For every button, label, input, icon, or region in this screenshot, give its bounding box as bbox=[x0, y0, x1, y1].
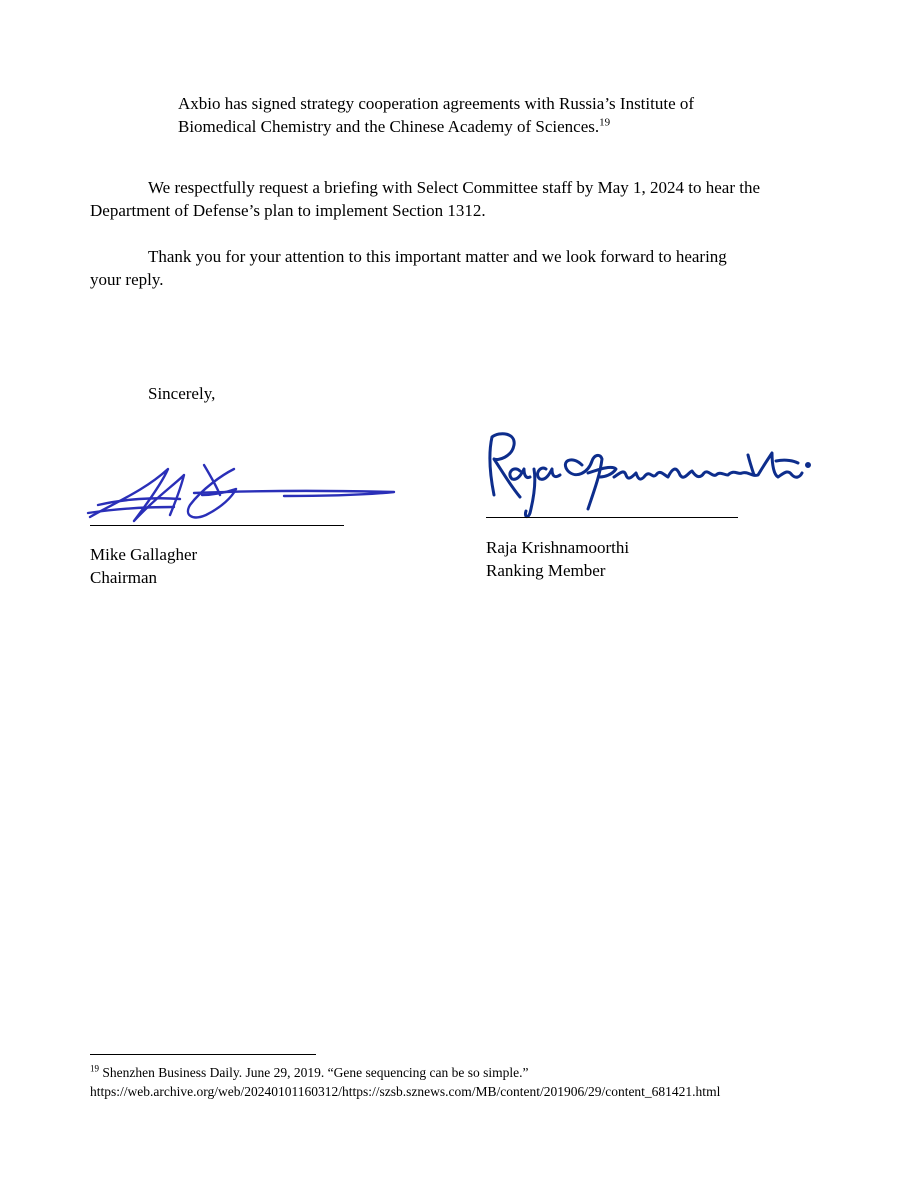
paragraph-axbio-agreements bbox=[178, 92, 694, 138]
footnote-separator bbox=[90, 1054, 316, 1055]
krishnamoorthi-name: Raja Krishnamoorthi bbox=[486, 538, 630, 557]
gallagher-signature-line bbox=[90, 525, 344, 526]
footnote-url-link[interactable]: https://web.archive.org/web/20240101160312/https://szsb.sznews.com/MB/content/201906/29/content_681421.html bbox=[90, 1084, 721, 1099]
paragraph-briefing-request bbox=[90, 176, 890, 222]
paragraph-line: Biomedical Chemistry and the Chinese Academy of Sciences. bbox=[178, 117, 600, 136]
closing-salutation: Sincerely, bbox=[148, 384, 216, 403]
krishnamoorthi-title: Ranking Member bbox=[486, 561, 606, 580]
paragraph-line: your reply. bbox=[90, 270, 164, 289]
gallagher-name: Mike Gallagher bbox=[90, 545, 198, 564]
paragraph-line: Axbio has signed strategy cooperation agreements with Russia’s Institute of bbox=[178, 94, 695, 113]
footnote-citation: Shenzhen Business Daily. June 29, 2019. “Gene sequencing can be so simple.” bbox=[102, 1065, 529, 1080]
krishnamoorthi-signature-line bbox=[486, 517, 738, 518]
paragraph-line: We respectfully request a briefing with Select Committee staff by May 1, 2024 to hear the bbox=[148, 178, 761, 197]
paragraph-line: Department of Defense’s plan to implement Section 1312. bbox=[90, 201, 486, 220]
gallagher-signature bbox=[84, 455, 404, 530]
footnote-number: 19 bbox=[90, 1063, 99, 1074]
paragraph-line: Thank you for your attention to this important matter and we look forward to hearing bbox=[148, 247, 727, 266]
paragraph-thank-you bbox=[90, 245, 890, 291]
footnote-reference[interactable]: 19 bbox=[599, 116, 611, 129]
footnote bbox=[90, 1063, 870, 1101]
krishnamoorthi-signature bbox=[476, 425, 816, 525]
gallagher-title: Chairman bbox=[90, 568, 158, 587]
